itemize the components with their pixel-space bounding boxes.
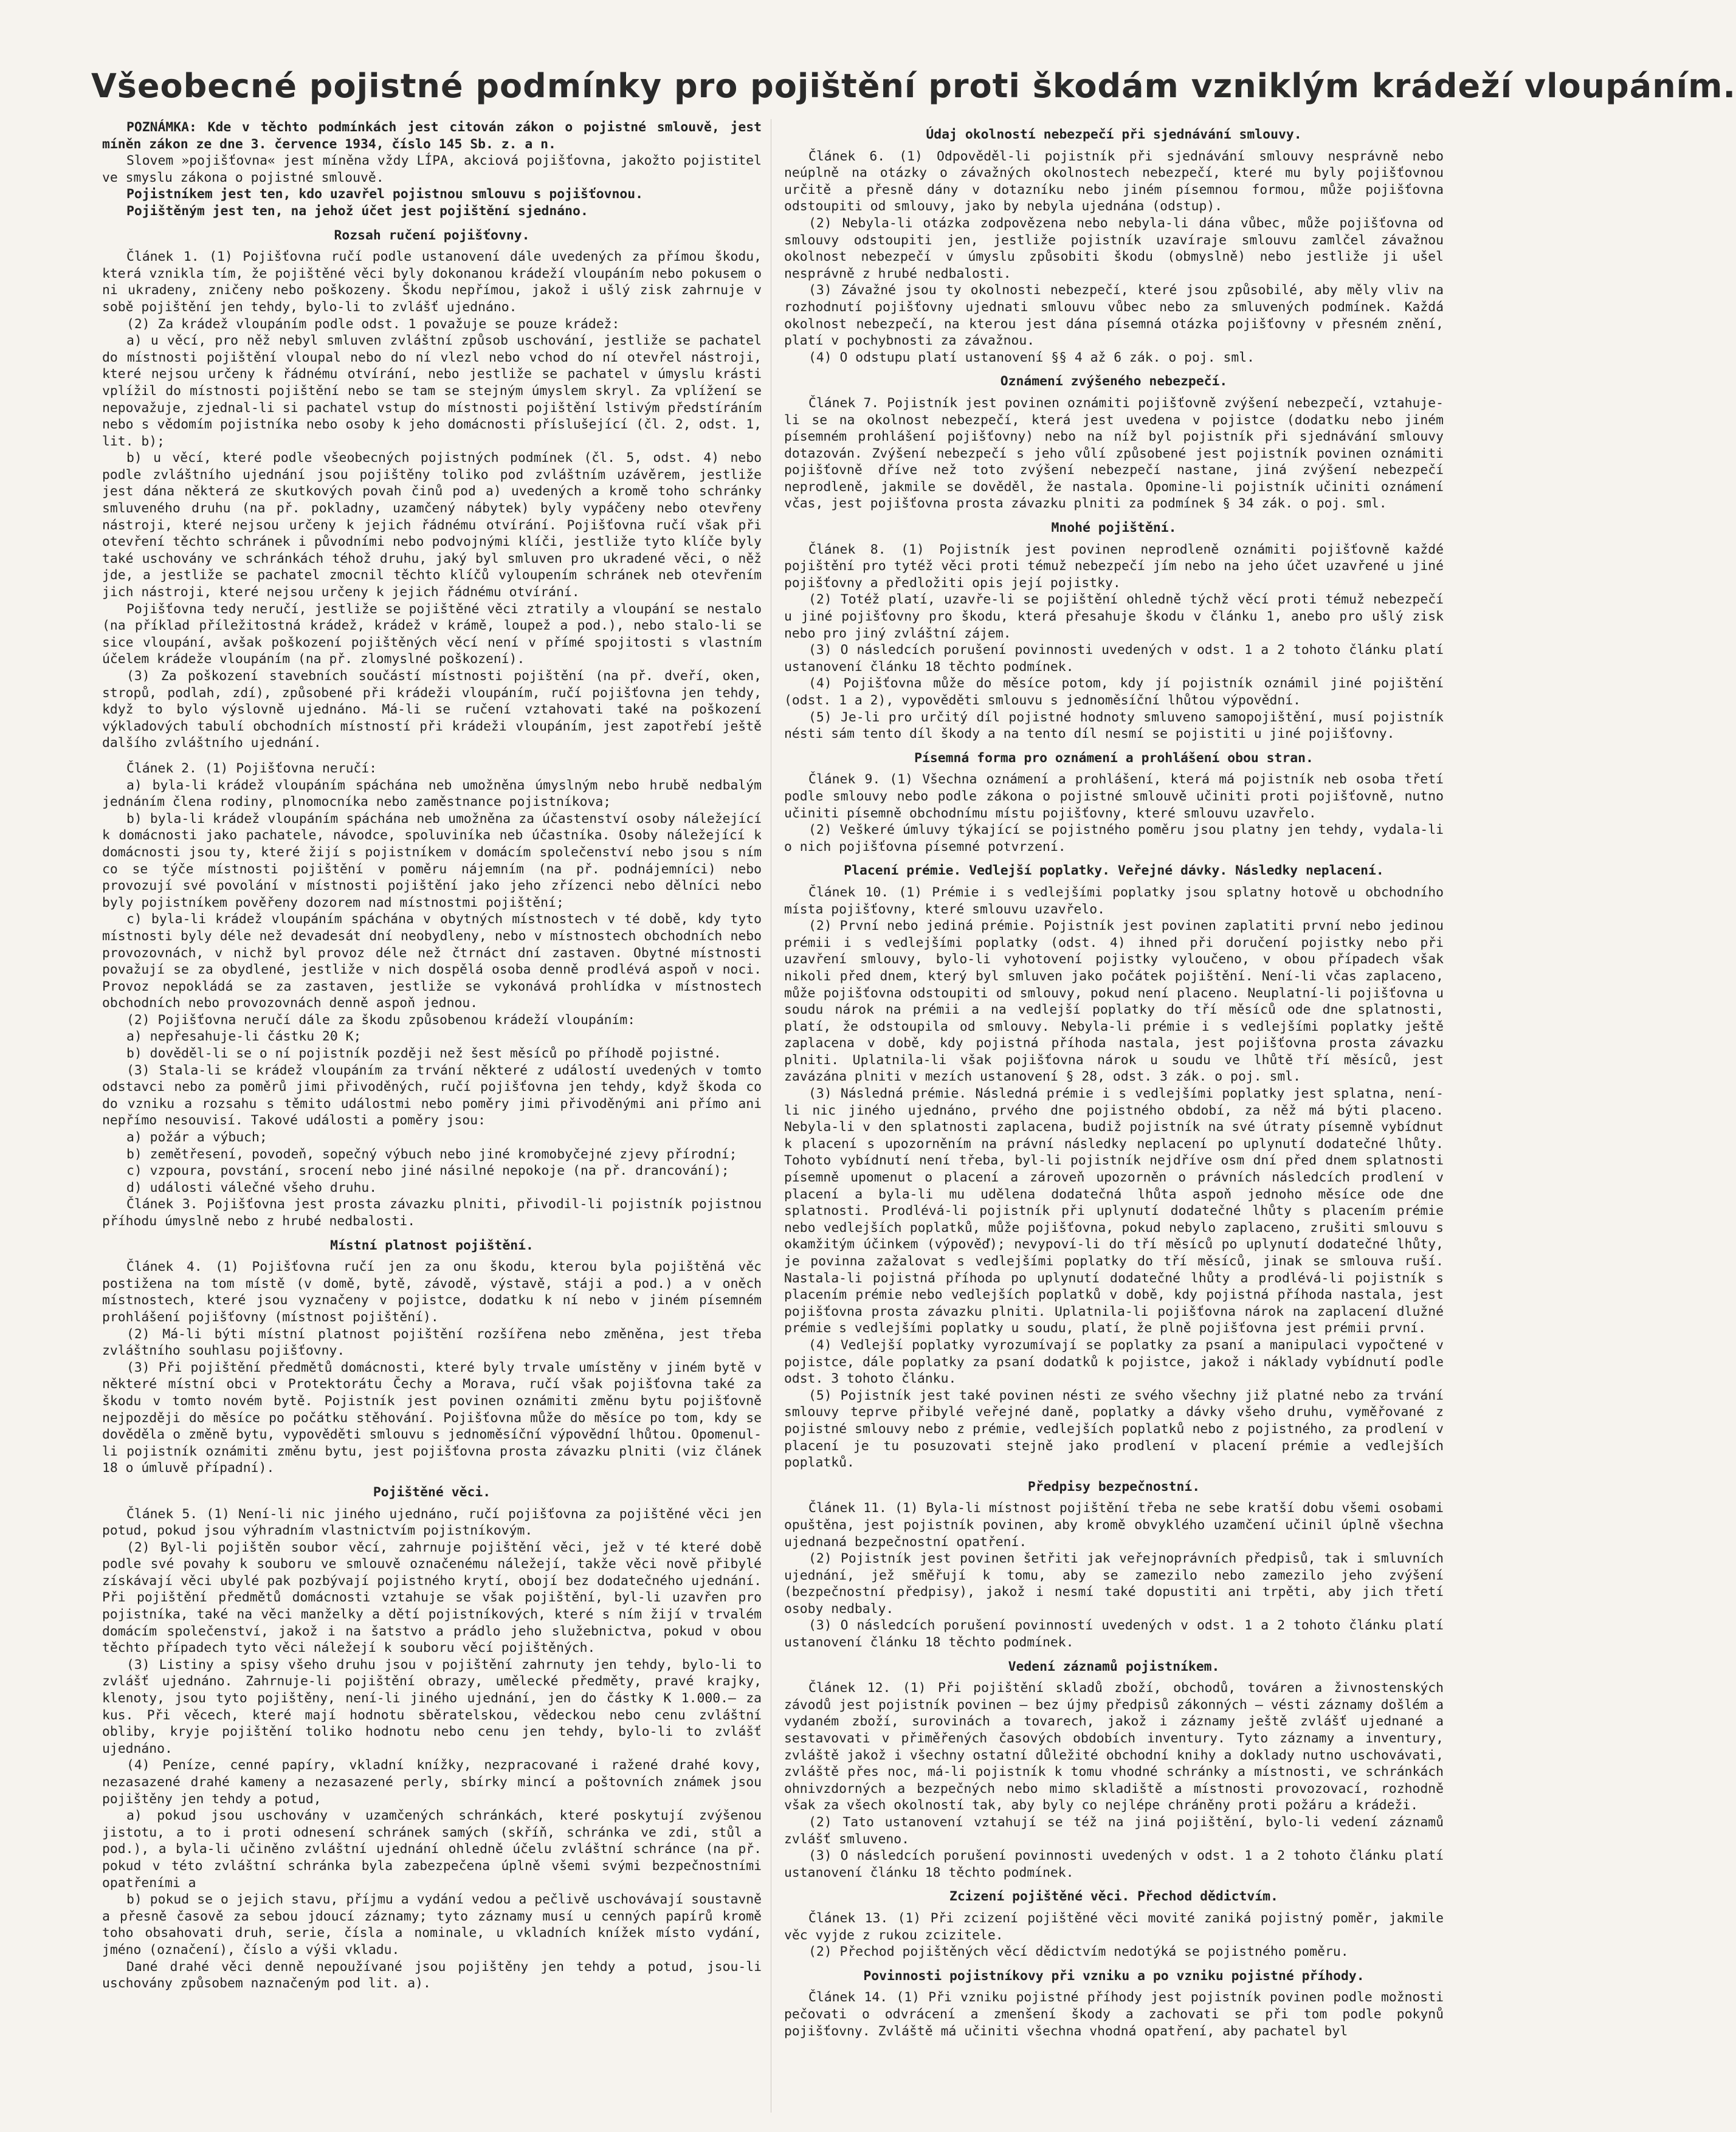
paragraph: (3) O následcích porušení povinností uvedených v odst. 1 a 2 tohoto článku platí ustanovení článku 18 těchto podmínek. [784,1618,1444,1651]
paragraph-gap [102,752,762,760]
paragraph: (3) O následcích porušení povinnosti uvedených v odst. 1 a 2 tohoto článku platí ustanovení článku 18 těchto podmínek. [784,642,1444,675]
paragraph: d) události válečné všeho druhu. [126,1180,377,1195]
paragraph: b) dověděl-li se o ní pojistník později než šest měsíců po příhodě pojistné. [126,1046,722,1062]
paragraph: (4) O odstupu platí ustanovení §§ 4 až 6 zák. o poj. sml. [808,349,1255,365]
paragraph: Článek 13. (1) Při zcizení pojištěné věci movité zaniká pojistný poměr, jakmile věc vyjde z rukou zcizitele. [784,1910,1444,1943]
paragraph: a) požár a výbuch; [126,1130,267,1146]
paragraph: Článek 9. (1) Všechna oznámení a prohlášení, která má pojistník neb osoba třetí podle smlouvy nebo podle zákona o pojistné smlouvě učiniti proti pojišťovně, nutno učiniti písemně obchodnímu místu pojišťovny, které smlouvu uzavřelo. [784,772,1444,821]
paragraph: (2) Veškeré úmluvy týkající se pojistného poměru jsou platny jen tehdy, vydala-li o nich pojišťovna písemné potvrzení. [784,822,1444,855]
paragraph: a) u věcí, pro něž nebyl smluven zvláštní způsob uschování, jestliže se pachatel do místnosti pojištění vloupal nebo do ní vlezl nebo vchod do ní otevřel nástroji, které nejsou určeny k řádnému otvírání, nebo jestliže se pachatel v úmyslu krásti vplížil do místnosti pojištění nebo se tam se stejným úmyslem skryl. Za vplížení se nepovažuje, zjednal-li si pachatel vstup do místnosti pojištění lstivým předstíráním nebo s vědomím pojistníka nebo osoby k jeho domácnosti příslušející (čl. 2, odst. 1, lit. b); [102,333,762,449]
section-heading: Předpisy bezpečnostní. [1027,1479,1200,1494]
paragraph: POZNÁMKA: Kde v těchto podmínkách jest citován zákon o pojistné smlouvě, jest míněn zákon ze dne 3. července 1934, číslo 145 Sb. z. a n. [102,120,762,152]
paragraph: Slovem »pojišťovna« jest míněna vždy LÍPA, akciová pojišťovna, jakožto pojistitel ve smyslu zákona o pojistné smlouvě. [102,153,762,185]
document-title: Všeobecné pojistné podmínky pro pojištění proti škodám vzniklým krádeží vloupáním. [91,67,1736,105]
paragraph: Pojišťovna tedy neručí, jestliže se pojištěné věci ztratily a vloupání se nestalo (na příklad příležitostná krádež, krádež v krámě, loupež a pod.), nebo stalo-li se sice vloupání, avšak poškození pojištěných věcí není v přímé spojitosti s vlastním účelem krádeže vloupáním (na př. zlomyslné poškození). [102,601,762,667]
paragraph: Článek 10. (1) Prémie i s vedlejšími poplatky jsou splatny hotově u obchodního místa pojišťovny, které smlouvu uzavřelo. [784,884,1444,917]
paragraph: Článek 11. (1) Byla-li místnost pojištění třeba ne sebe kratší dobu všemi osobami opuštěna, jest pojistník povinen, aby kromě obvyklého uzamčení učinil úplně všechna ujednaná bezpečnostní opatření. [784,1501,1444,1550]
section-heading: Údaj okolností nebezpečí při sjednávání smlouvy. [926,127,1302,142]
paragraph: Článek 14. (1) Při vzniku pojistné příhody jest pojistník povinen podle možnosti pečovati o odvrácení a zmenšení škody a zachovati se při tom podle pokynů pojišťovny. Zvláště má učiniti všechna vhodná opatření, aby pachatel byl [784,1990,1444,2039]
paragraph: b) pokud se o jejich stavu, příjmu a vydání vedou a pečlivě uschovávají soustavně a přesně časově za sebou jdoucí záznamy; tyto záznamy musí u cenných papírů kromě toho obsahovati druh, serie, čísla a nominale, u vkladních knížek místo vydání, jméno (označení), číslo a výši vkladu. [102,1892,762,1958]
paragraph: b) byla-li krádež vloupáním spáchána neb umožněna za účastenství osoby náležející k domácnosti jako pachatele, návodce, spoluviníka neb účastníka. Osoby náležející k domácnosti jsou ty, které žijí s pojistníkem v domácím společenství nebo jsou s ním co se týče místnosti pojištění v poměru nájemním (na př. podnájemníci) nebo provozují své povolání v místnosti pojištění jako jeho zřízenci nebo dělníci nebo byly pojistníkem pověřeny dozorem nad místnostmi pojištění; [102,811,762,910]
paragraph: c) byla-li krádež vloupáním spáchána v obytných místnostech v té době, kdy tyto místnosti byly déle než devadesát dní neobydleny, nebo v místnostech obchodních nebo provozovnách, v nichž byl provoz déle než čtrnáct dní zastaven. Obytné místnosti považují se za obydlené, jestliže v nich dospělá osoba denně prodlévá aspoň v noci. Provoz nepokládá se za zastaven, jestliže se vykonává prohlídka v místnostech obchodních nebo provozovnách denně aspoň jednou. [102,912,762,1011]
paragraph: (4) Pojišťovna může do měsíce potom, kdy jí pojistník oznámil jiné pojištění (odst. 1 a 2), vypověděti smlouvu s jednoměsíční lhůtou výpovědní. [784,676,1444,708]
paragraph: Dané drahé věci denně nepoužívané jsou pojištěny jen tehdy a potud, jsou-li uschovány způsobem naznačeným pod lit. a). [102,1959,762,1992]
paragraph: Článek 12. (1) Při pojištění skladů zboží, obchodů, továren a živnostenských závodů jest pojistník povinen — bez újmy předpisů zákonných — vésti záznamy došlém a vydaném zboží, surovinách a tovarech, jakož i záznamy ještě zvlášť ujednané a sestavovati v přiměřených časových obdobích inventury. Tyto záznamy a inventury, zvláště jakož i všechny ostatní důležité obchodní knihy a doklady nutno uschovávati, zvláště přes noc, má-li pojistník k tomu vhodné schránky a místnosti, ve schránkách ohnivzdorných a bezpečných nebo mimo skladiště a místnosti provozovací, rozhodně však za všech okolností tak, aby byly co nejlépe chráněny proti požáru a krádeži. [784,1680,1444,1814]
paragraph: a) pokud jsou uschovány v uzamčených schránkách, které poskytují zvýšenou jistotu, a to i proti odnesení schránek samých (skříň, schránka ve zdi, stůl a pod.), a byla-li učiněno zvláštní ujednání ohledně účelu zvláštní schránce (na př. pokud v této zvláštní schránka byla zabezpečena úplně všemi svými bezpečnostními opatřeními a [102,1808,762,1891]
paragraph: Pojištěným jest ten, na jehož účet jest pojištění sjednáno. [126,203,588,219]
paragraph: Článek 1. (1) Pojišťovna ručí podle ustanovení dále uvedených za přímou škodu, která vznikla tím, že pojištěné věci byly dokonanou krádeží vloupáním nebo pokusem o ni ukradeny, zničeny nebo poškozeny. Škodu nepřímou, jakož i ušlý zisk zahrnuje v sobě pojištění jen tehdy, bylo-li to zvlášť ujednáno. [102,249,762,315]
paragraph: (2) Pojišťovna neručí dále za škodu způsobenou krádeží vloupáním: [126,1012,636,1028]
paragraph: (2) Byl-li pojištěn soubor věcí, zahrnuje pojištění věci, jež v té které době podle své povahy k souboru ve smlouvě označenému náležejí, takže věci nově přibylé získávají věci ubylé pak pozbývají pojistného krytí, obojí bez dodatečného ujednání. Při pojištění předmětů domácnosti vztahuje se však pojištění, byl-li uzavřen pro pojistníka, také na věci manželky a dětí pojistníkových, které s ním žijí v trvalém domácím společenství, jakož i na šatstvo a prádlo jeho služebnictva, pokud v obou těchto případech tyto věci náležejí k souboru věcí pojištěných. [102,1539,762,1656]
paragraph: (3) Při pojištění předmětů domácnosti, které byly trvale umístěny v jiném bytě v některé místní obci v Protektorátu Čechy a Morava, ručí však pojišťovna také za škodu v tomto novém bytě. Pojistník jest povinen oznámiti změnu bytu pojišťovně nejpozději do měsíce po počátku stěhování. Pojišťovna může do měsíce po tom, kdy se dověděla o změně bytu, vypověděti smlouvu s jednoměsíční výpovědní lhůtou. Opomenul-li pojistník oznámiti změnu bytu, jest pojišťovna prosta závazku plniti (viz článek 18 o úmluvě případní). [102,1360,762,1476]
paragraph: (2) Tato ustanovení vztahují se též na jiná pojištění, bylo-li vedení záznamů zvlášť smluveno. [784,1815,1444,1847]
paragraph: (2) Přechod pojištěných věcí dědictvím nedotýká se pojistného poměru. [808,1944,1349,1960]
paragraph: (5) Pojistník jest také povinen nésti ze svého všechny již platné nebo za trvání smlouvy teprve přibylé veřejné daně, poplatky a dávky všeho druhu, vyměřované z pojistné smlouvy nebo z prémie, vedlejších poplatků nebo z pojistného, za prodlení v placení je tu posuzovati stejně jako prodlení v placení prémie a vedlejších poplatků. [784,1388,1444,1471]
left-column [102,119,762,2113]
paragraph: Článek 3. Pojišťovna jest prosta závazku plniti, přivodil-li pojistník pojistnou příhodu úmyslně nebo z hrubé nedbalosti. [102,1197,762,1229]
section-heading: Placení prémie. Vedlejší poplatky. Veřejné dávky. Následky neplacení. [844,863,1384,879]
section-heading: Rozsah ručení pojišťovny. [334,227,530,243]
section-heading: Pojištěné věci. [373,1484,491,1500]
section-heading: Mnohé pojištění. [1051,520,1177,536]
paragraph: b) zemětřesení, povodeň, sopečný výbuch nebo jiné kromobyčejné zjevy přírodní; [126,1146,737,1162]
section-heading: Vedení záznamů pojistníkem. [1008,1659,1220,1674]
paragraph: (3) Listiny a spisy všeho druhu jsou v pojištění zahrnuty jen tehdy, bylo-li to zvlášť ujednáno. Zahrnuje-li pojištění obrazy, umělecké předměty, pravé krajky, klenoty, jsou tyto pojištěny, není-li jiného ujednání, jen do částky K 1.000.— za kus. Při věcech, které mají hodnotu sběratelskou, vědeckou nebo cenu zvláštní obliby, kryje pojištění toliko hodnotu nebo cenu jen tehdy, bylo-li to zvlášť ujednáno. [102,1657,762,1756]
paragraph: (2) Má-li býti místní platnost pojištění rozšířena nebo změněna, jest třeba zvláštního souhlasu pojišťovny. [102,1326,762,1359]
paragraph: (2) Pojistník jest povinen šetřiti jak veřejnoprávních předpisů, tak i smluvních ujednání, jež směřují k tomu, aby se zamezilo nebo zamezilo jeho zvýšení (bezpečnostní předpisy), jakož i nesmí také dopustiti ani trpěti, aby jich třetí osoby nedbaly. [784,1551,1444,1617]
paragraph: Článek 7. Pojistník jest povinen oznámiti pojišťovně zvýšení nebezpečí, vztahuje-li se na okolnost nebezpečí, která jest uvedena v pojistce (dodatku nebo jiném písemném prohlášení pojišťovny) nebo na níž byl pojistník při sjednávání smlouvy dotazován. Zvýšení nebezpečí s jeho vůlí způsobené jest pojistník povinen oznámiti pojišťovně dříve než toto zvýšení nebezpečí nastane, jiná zvýšení nebezpečí neprodleně, jakmile se dověděl, že nastala. Opomine-li pojistník učiniti oznámení včas, jest pojišťovna prosta závazku plniti za podmínek § 34 zák. o poj. sml. [784,395,1444,512]
paragraph: c) vzpoura, povstání, srocení nebo jiné násilné nepokoje (na př. drancování); [126,1163,729,1179]
paragraph: (2) První nebo jediná prémie. Pojistník jest povinen zaplatiti první nebo jedinou prémii i s vedlejšími poplatky (odst. 4) ihned při doručení pojistky nebo při uzavření smlouvy, bylo-li vyhotovení pojistky vyloučeno, v obou případech však nikoli před dnem, který byl smluven jako počátek pojištění. Není-li včas zaplaceno, může pojišťovna odstoupiti od smlouvy, pokud není placeno. Neuplatní-li pojišťovna u soudu nárok na prémii a na vedlejší poplatky do tří měsíců ode dne splatnosti, platí, že odstoupila od smlouvy. Nebyla-li prémie i s vedlejšími poplatky ještě zaplacena v době, kdy pojistná příhoda nastala, jest pojišťovna prosta závazku plniti. Uplatnila-li však pojišťovna nárok u soudu ve lhůtě tří měsíců, jest zavázána plniti v mezích ustanovení § 28, odst. 3 zák. o poj. sml. [784,918,1444,1085]
paragraph: (3) O následcích porušení povinnosti uvedených v odst. 1 a 2 tohoto článku platí ustanovení článku 18 těchto podmínek. [784,1848,1444,1880]
paragraph: Článek 4. (1) Pojišťovna ručí jen za onu škodu, kterou byla pojištěná věc postižena na tom místě (v domě, bytě, závodě, výstavě, stáji a pod.) a v oněch místnostech, které jsou vyznačeny v pojistce, dodatku k ní nebo v jiném písemném prohlášení pojišťovny (místnost pojištění). [102,1259,762,1325]
section-heading: Písemná forma pro oznámení a prohlášení obou stran. [914,750,1314,766]
paragraph: (2) Za krádež vloupáním podle odst. 1 považuje se pouze krádež: [126,316,620,332]
paragraph: (3) Závažné jsou ty okolnosti nebezpečí, které jsou způsobilé, aby měly vliv na rozhodnutí pojišťovny ujednati smlouvu vůbec nebo za smluvených podmínek. Každá okolnost nebezpečí, na kterou jest dána písemná otázka pojišťovny v přesném znění, platí v pochybnosti za závažnou. [784,283,1444,349]
section-heading: Místní platnost pojištění. [330,1237,534,1253]
paragraph: Článek 2. (1) Pojišťovna neručí: [126,760,377,776]
section-heading: Oznámení zvýšeného nebezpečí. [1000,374,1228,390]
right-column [784,119,1444,2113]
paragraph: (3) Následná prémie. Následná prémie i s vedlejšími poplatky jest splatna, není-li nic jiného ujednáno, prvého dne pojistného období, za něž má býti placeno. Nebyla-li v den splatnosti zaplacena, budiž pojistník na své útraty písemně vybídnut k placení s upozorněním na právní následky neplacení po uplynutí dodatečné lhůty. Tohoto vybídnutí není třeba, byl-li pojistník nejdříve osm dní před dnem splatnosti písemně upomenut o placení a zároveň upozorněn o právních následcích prodlení v placení a byla-li mu udělena dodatečná lhůta aspoň jednoho měsíce ode dne splatnosti. Prodlévá-li pojistník při uplynutí dodatečné lhůty s placením prémie nebo vedlejších poplatků, může pojišťovna, pokud nebylo zaplaceno, zrušiti smlouvu s okamžitým účinkem (výpověď); nevypoví-li do tří měsíců po uplynutí dodatečné lhůty, je povinna zažalovat s vedlejšími poplatky do tří měsíců, jinak se smlouva ruší. Nastala-li pojistná příhoda po uplynutí dodatečné lhůty a prodlévá-li pojistník s placením prémie nebo vedlejších poplatků v době, kdy pojistná příhoda nastala, jest pojišťovna prosta závazku plniti. Uplatnila-li pojišťovna nárok na zaplacení dlužné prémie s vedlejšími poplatky u soudu, platí, že plně pojišťovna jest prémii první. [784,1086,1444,1336]
paragraph: Článek 6. (1) Odpověděl-li pojistník při sjednávání smlouvy nesprávně nebo neúplně na otázky o závažných okolnostech nebezpečí, které mu byly pojišťovnou určitě a přesně dány v dotazníku nebo jiném písemnou formou, může pojišťovna odstoupiti od smlouvy, jako by nebyla ujednána (odstup). [784,148,1444,215]
paragraph: Pojistníkem jest ten, kdo uzavřel pojistnou smlouvu s pojišťovnou. [126,187,643,202]
paragraph: Článek 5. (1) Není-li nic jiného ujednáno, ručí pojišťovna za pojištěné věci jen potud, pokud jsou výhradním vlastnictvím pojistníkovým. [102,1506,762,1539]
paragraph: (5) Je-li pro určitý díl pojistné hodnoty smluveno samopojištění, musí pojistník nésti sám tento díl škody a na tento díl nesmí se pojistiti u jiné pojišťovny. [784,709,1444,742]
paragraph: (3) Stala-li se krádež vloupáním za trvání některé z událostí uvedených v tomto odstavci nebo za poměrů jimi přivoděných, ručí pojišťovna jen tehdy, když škoda co do vzniku a rozsahu s těmito událostmi nebo poměry jimi přivoděnými ani přímo ani nepřímo nesouvisí. Takové události a poměry jsou: [102,1062,762,1129]
paragraph: (3) Za poškození stavebních součástí místnosti pojištění (na př. dveří, oken, stropů, podlah, zdí), způsobené při krádeži vloupáním, ručí pojišťovna jen tehdy, když to bylo výslovně ujednáno. Má-li se ručení vztahovati také na poškození výkladových tabulí obchodních místností při krádeži vloupáním, jest zapotřebí ještě dalšího zvláštního ujednání. [102,669,762,751]
paragraph: (4) Vedlejší poplatky vyrozumívají se poplatky za psaní a manipulaci vypočtené v pojistce, dále poplatky za psaní dodatků k pojistce, jakož i náklady vybídnutí podle odst. 3 tohoto článku. [784,1337,1444,1387]
paragraph: (4) Peníze, cenné papíry, vkladní knížky, nezpracované i ražené drahé kovy, nezasazené drahé kameny a nezasazené perly, sbírky mincí a poštovních známek jsou pojištěny jen tehdy a potud, [102,1758,762,1807]
section-heading: Zcizení pojištěné věci. Přechod dědictvím. [949,1889,1278,1905]
section-heading: Povinnosti pojistníkovy při vzniku a po vzniku pojistné příhody. [863,1968,1365,1984]
paragraph: a) nepřesahuje-li částku 20 K; [126,1029,362,1045]
paragraph: (2) Nebyla-li otázka zodpovězena nebo nebyla-li dána vůbec, může pojišťovna od smlouvy odstoupiti jen, jestliže pojistník uzavíraje smlouvu zamlčel závažnou okolnost nebezpečí v úmyslu způsobiti škodu (obmyslně) nebo jestliže ji ušel nesprávně z hrubé nedbalosti. [784,215,1444,281]
paragraph: b) u věcí, které podle všeobecných pojistných podmínek (čl. 5, odst. 4) nebo podle zvláštního ujednání jsou pojištěny toliko pod zvláštním uzávěrem, jestliže jest dána některá ze skutkových povah činů pod a) uvedených a kromě toho schránky smluveného druhu (na př. pokladny, uzamčený nábytek) byly vypáčeny nebo otevřeny nástroji, které nejsou určeny k jejich řádnému otvírání. Pojišťovna ručí však při otevření těchto schránek i původními nebo podvojnými klíči, jestliže tyto klíče byly také uschovány ve schránkách téhož druhu, jaký byl smluven pro ukradené věci, o něž jde, a jestliže se pachatel zmocnil těchto klíčů vyloupením schránek neb otevřením jich nástroji, které nejsou určeny k jejich řádnému otvírání. [102,450,762,600]
paragraph: Článek 8. (1) Pojistník jest povinen neprodleně oznámiti pojišťovně každé pojištění pro tytéž věci proti témuž nebezpečí jím nebo na jeho účet uzavřené u jiné pojišťovny a předložiti opis její pojistky. [784,542,1444,591]
paragraph: a) byla-li krádež vloupáním spáchána neb umožněna úmyslným nebo hrubě nedbalým jednáním člena rodiny, plnomocníka nebo zaměstnance pojistníkova; [102,777,762,810]
paragraph: (2) Totéž platí, uzavře-li se pojištění ohledně týchž věcí proti témuž nebezpečí u jiné pojišťovny pro škodu, která přesahuje škodu v článku 1, anebo pro ušlý zisk nebo pro jiný zvláštní zájem. [784,592,1444,641]
